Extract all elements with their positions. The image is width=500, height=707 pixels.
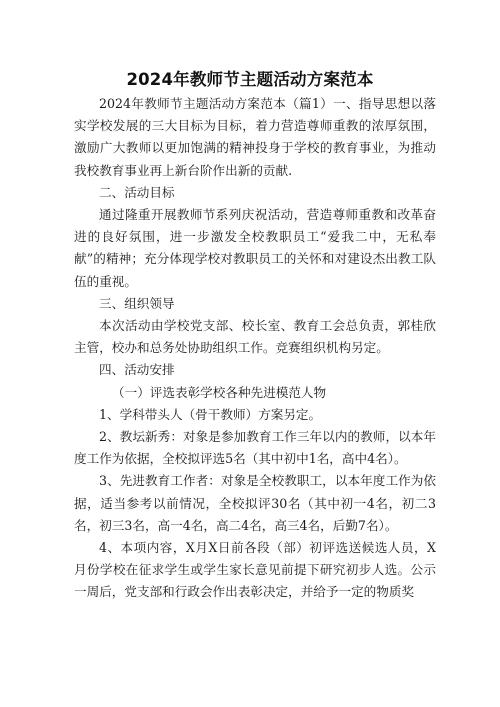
document-body xyxy=(74,93,436,604)
paragraph-guiding-ideology: 2024年教师节主题活动方案范本（篇1）一、指导思想以落实学校发展的三大目标为目标，着力营造尊师重教的浓厚氛围，激励广大教师以更加饱满的精神投身于学校的教育事业，为推动我校教育事业再上新台阶作出新的贡献. xyxy=(74,96,436,178)
section-heading-arrangements: 四、活动安排 xyxy=(99,362,175,378)
section-heading-goals: 二、活动目标 xyxy=(99,184,175,200)
subsection-heading-awards: （一）评选表彰学校各种先进模范人物 xyxy=(112,384,327,400)
list-item-advanced-workers: 3、先进教育工作者：对象是全校教职工，以本年度工作为依据，适当参考以前情况，全校拟评30名（其中初一4名，初二3名，初三3名，高一4名，高二4名，高三4名，后勤7名）。 xyxy=(74,473,436,533)
paragraph-goals: 通过隆重开展教师节系列庆祝活动，营造尊师重教和改革奋进的良好氛围，进一步激发全校教职员工“爱我二中，无私奉献”的精神；充分体现学校对教职员工的关怀和对建设杰出教工队伍的重视。 xyxy=(74,207,436,289)
document-title: 2024年教师节主题活动方案范本 xyxy=(126,70,374,89)
list-item-subject-leaders: 1、学科带头人（骨干教师）方案另定。 xyxy=(99,406,322,422)
list-item-selection-process: 4、本项内容，X月X日前各段（部）初评选送候选人员，X月份学校在征求学生或学生家长意见前提下研究初步人选。公示一周后，党支部和行政会作出表彰决定，并给予一定的物质奖 xyxy=(74,540,436,600)
section-heading-leadership: 三、组织领导 xyxy=(99,295,175,311)
paragraph-leadership: 本次活动由学校党支部、校长室、教育工会总负责，郭桂欣主管，校办和总务处协助组织工作。竞赛组织机构另定。 xyxy=(74,318,436,356)
list-item-new-teachers: 2、教坛新秀：对象是参加教育工作三年以内的教师，以本年度工作为依据，全校拟评选5名（其中初中1名，高中4名）。 xyxy=(74,429,436,467)
